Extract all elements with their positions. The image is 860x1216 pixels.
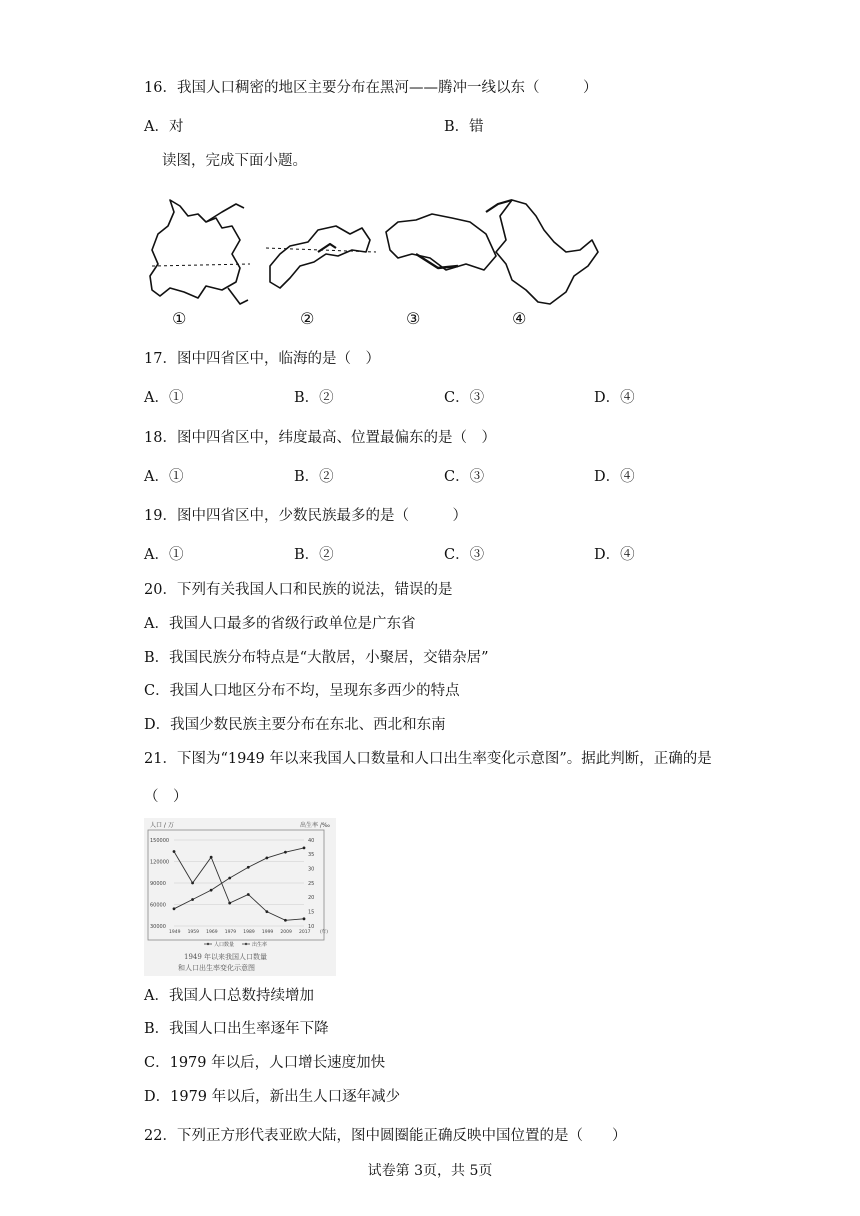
chart-ylabel-left: 人口 / 万: [150, 822, 174, 829]
legend-population: 人口数量: [214, 942, 235, 948]
point-population: [265, 857, 268, 860]
chart-tick-left: 90000: [150, 880, 166, 887]
chart-tick-right: 40: [308, 837, 315, 844]
chart-legend: [204, 941, 267, 948]
chart-ylabel-right: 出生率 /‰: [300, 822, 330, 829]
question-18-stem: 18．图中四省区中，纬度最高、位置最偏东的是（ ）: [144, 430, 496, 446]
chart-tick-x: 1989: [243, 930, 255, 935]
point-population: [191, 898, 194, 901]
point-birthrate: [303, 917, 306, 920]
question-21-paren: （ ）: [144, 789, 188, 805]
point-population: [210, 889, 213, 892]
chart-tick-right: 25: [308, 880, 315, 887]
map-label-4: ④: [512, 309, 527, 328]
question-19-option-a[interactable]: A．①: [144, 547, 184, 563]
chart-tick-right: 15: [308, 909, 315, 916]
point-birthrate: [228, 902, 231, 905]
series-line-birthrate: [174, 851, 304, 920]
chart-tick-right: 20: [308, 895, 315, 902]
point-population: [228, 877, 231, 880]
question-18-option-d[interactable]: D．④: [594, 469, 635, 485]
reading-instruction: 读图，完成下面小题。: [162, 153, 307, 169]
question-21-option-b[interactable]: B．我国人口出生率逐年下降: [144, 1021, 329, 1037]
map-label-2: ②: [300, 309, 315, 328]
point-birthrate: [173, 850, 176, 853]
chart-tick-right: 35: [308, 852, 315, 859]
question-21-stem: 21．下图为“1949 年以来我国人口数量和人口出生率变化示意图”。据此判断，正确的是: [144, 751, 712, 767]
question-20-stem: 20．下列有关我国人口和民族的说法，错误的是: [144, 582, 453, 598]
question-17-stem: 17．图中四省区中，临海的是（ ）: [144, 351, 380, 367]
province-map-4: [496, 200, 598, 304]
point-population: [303, 846, 306, 849]
question-21-option-d[interactable]: D．1979 年以后，新出生人口逐年减少: [144, 1089, 401, 1105]
question-20-option-b[interactable]: B．我国民族分布特点是“大散居，小聚居，交错杂居”: [144, 650, 489, 666]
province-maps-figure: [140, 192, 610, 332]
question-20-option-a[interactable]: A．我国人口最多的省级行政单位是广东省: [144, 616, 416, 632]
point-birthrate: [265, 910, 268, 913]
question-17-option-b[interactable]: B．②: [294, 390, 334, 406]
point-birthrate: [210, 856, 213, 859]
legend-birthrate: 出生率: [252, 942, 268, 948]
point-population: [284, 851, 287, 854]
page-footer: 试卷第 3页，共 5页: [367, 1163, 493, 1179]
question-16-option-b[interactable]: B．错: [444, 119, 484, 135]
question-21-option-a[interactable]: A．我国人口总数持续增加: [144, 988, 314, 1004]
question-17-option-d[interactable]: D．④: [594, 390, 635, 406]
question-18-option-b[interactable]: B．②: [294, 469, 334, 485]
map-label-3: ③: [406, 309, 421, 328]
chart-frame: [148, 830, 324, 940]
province-map-3: [386, 214, 496, 270]
chart-tick-x: 1969: [206, 930, 218, 935]
question-19-option-b[interactable]: B．②: [294, 547, 334, 563]
chart-tick-left: 60000: [150, 902, 166, 909]
question-19-option-d[interactable]: D．④: [594, 547, 635, 563]
map-label-1: ①: [172, 309, 187, 328]
point-population: [247, 866, 250, 869]
question-20-option-c[interactable]: C．我国人口地区分布不均，呈现东多西少的特点: [144, 683, 460, 699]
chart-tick-x: 1949: [169, 930, 181, 935]
province-map-1: [150, 200, 240, 298]
question-17-option-a[interactable]: A．①: [144, 390, 184, 406]
province-map-2: [270, 226, 370, 288]
population-birthrate-chart: [144, 818, 336, 976]
question-19-stem: 19．图中四省区中，少数民族最多的是（ ）: [144, 508, 467, 524]
chart-tick-x: 2017: [299, 930, 311, 935]
question-21-option-c[interactable]: C．1979 年以后，人口增长速度加快: [144, 1055, 386, 1071]
chart-caption-line1: 1949 年以来我国人口数量: [184, 953, 268, 961]
point-population: [173, 907, 176, 910]
question-17-option-c[interactable]: C．③: [444, 390, 485, 406]
question-16-option-a[interactable]: A．对: [144, 119, 184, 135]
chart-xunit: (年): [320, 930, 329, 935]
point-birthrate: [191, 882, 194, 885]
chart-tick-left: 120000: [150, 859, 170, 866]
point-birthrate: [284, 919, 287, 922]
chart-tick-left: 30000: [150, 923, 166, 930]
chart-tick-left: 150000: [150, 837, 170, 844]
question-19-option-c[interactable]: C．③: [444, 547, 485, 563]
question-20-option-d[interactable]: D．我国少数民族主要分布在东北、西北和东南: [144, 717, 446, 733]
chart-tick-right: 30: [308, 866, 315, 873]
chart-caption-line2: 和人口出生率变化示意图: [178, 964, 255, 972]
question-18-option-c[interactable]: C．③: [444, 469, 485, 485]
chart-tick-x: 1959: [187, 930, 200, 935]
chart-tick-x: 1999: [261, 930, 274, 935]
question-16-stem: 16．我国人口稠密的地区主要分布在黑河——腾冲一线以东（ ）: [144, 80, 598, 96]
question-22-stem: 22．下列正方形代表亚欧大陆，图中圆圈能正确反映中国位置的是（ ）: [144, 1128, 627, 1144]
chart-tick-right: 10: [308, 923, 315, 930]
chart-tick-x: 1979: [224, 930, 237, 935]
point-birthrate: [247, 893, 250, 896]
question-18-option-a[interactable]: A．①: [144, 469, 184, 485]
chart-tick-x: 2009: [280, 930, 292, 935]
